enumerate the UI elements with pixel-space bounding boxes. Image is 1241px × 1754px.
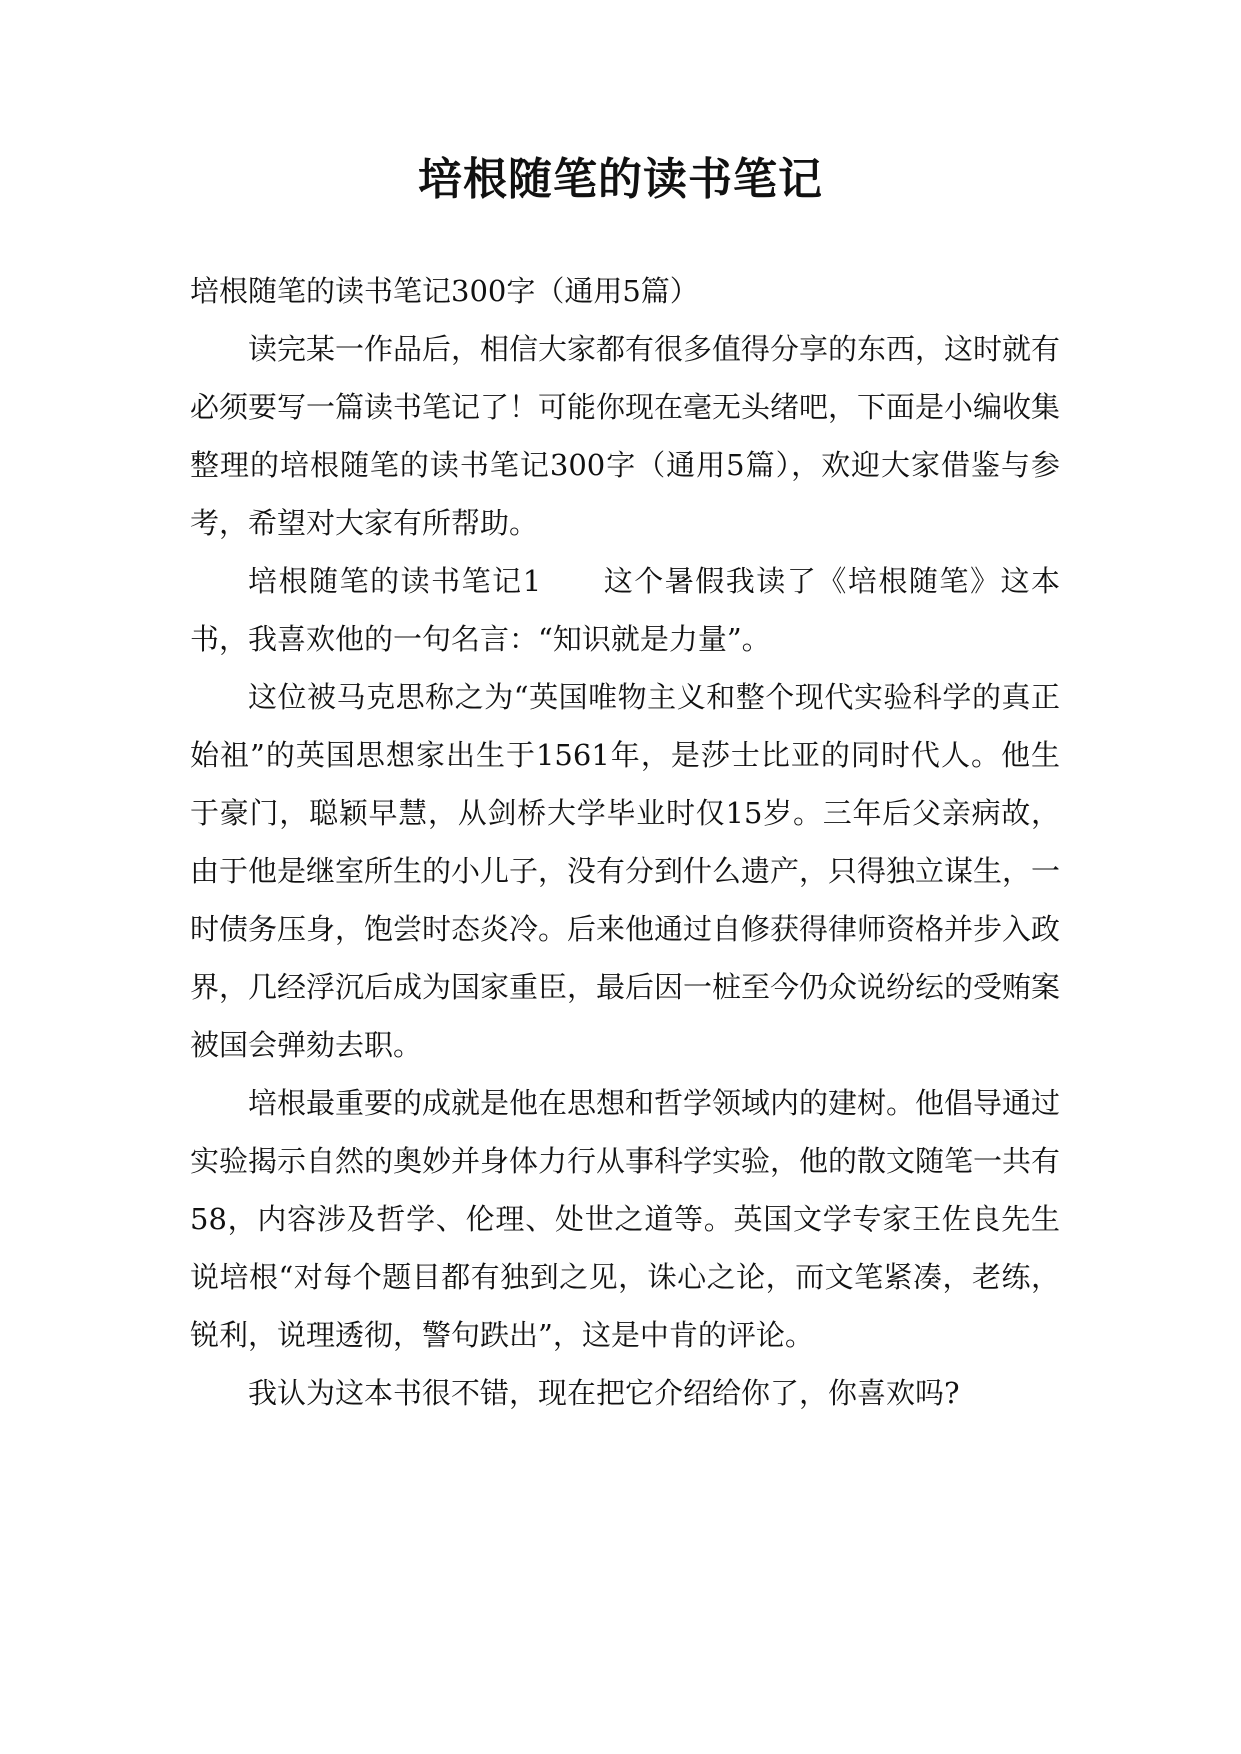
- intro-paragraph: 读完某一作品后，相信大家都有很多值得分享的东西，这时就有必须要写一篇读书笔记了！可能你现在毫无头绪吧，下面是小编收集整理的培根随笔的读书笔记300字（通用5篇），欢迎大家借鉴与参考，希望对大家有所帮助。: [190, 332, 1061, 540]
- document-title: 培根随笔的读书笔记: [418, 154, 823, 205]
- bacon-biography-paragraph: 这位被马克思称之为“英国唯物主义和整个现代实验科学的真正始祖”的英国思想家出生于1561年，是莎士比亚的同时代人。他生于豪门，聪颖早慧，从剑桥大学毕业时仅15岁。三年后父亲病故，由于他是继室所生的小儿子，没有分到什么遗产，只得独立谋生，一时债务压身，饱尝时态炎冷。后来他通过自修获得律师资格并步入政界，几经浮沉后成为国家重臣，最后因一桩至今仍众说纷纭的受贿案被国会弹劾去职。: [190, 680, 1061, 1062]
- subtitle-paragraph: 培根随笔的读书笔记300字（通用5篇）: [190, 274, 699, 308]
- note-1-opening-paragraph: 培根随笔的读书笔记1 这个暑假我读了《培根随笔》这本书，我喜欢他的一句名言：“知识就是力量”。: [190, 564, 1060, 656]
- document-body: [190, 262, 1060, 1422]
- bacon-achievement-paragraph: 培根最重要的成就是他在思想和哲学领域内的建树。他倡导通过实验揭示自然的奥妙并身体力行从事科学实验，他的散文随笔一共有58，内容涉及哲学、伦理、处世之道等。英国文学专家王佐良先生说培根“对每个题目都有独到之见，诛心之论，而文笔紧凑，老练，锐利，说理透彻，警句跌出”，这是中肯的评论。: [190, 1086, 1061, 1352]
- closing-paragraph: 我认为这本书很不错，现在把它介绍给你了，你喜欢吗?: [248, 1376, 960, 1410]
